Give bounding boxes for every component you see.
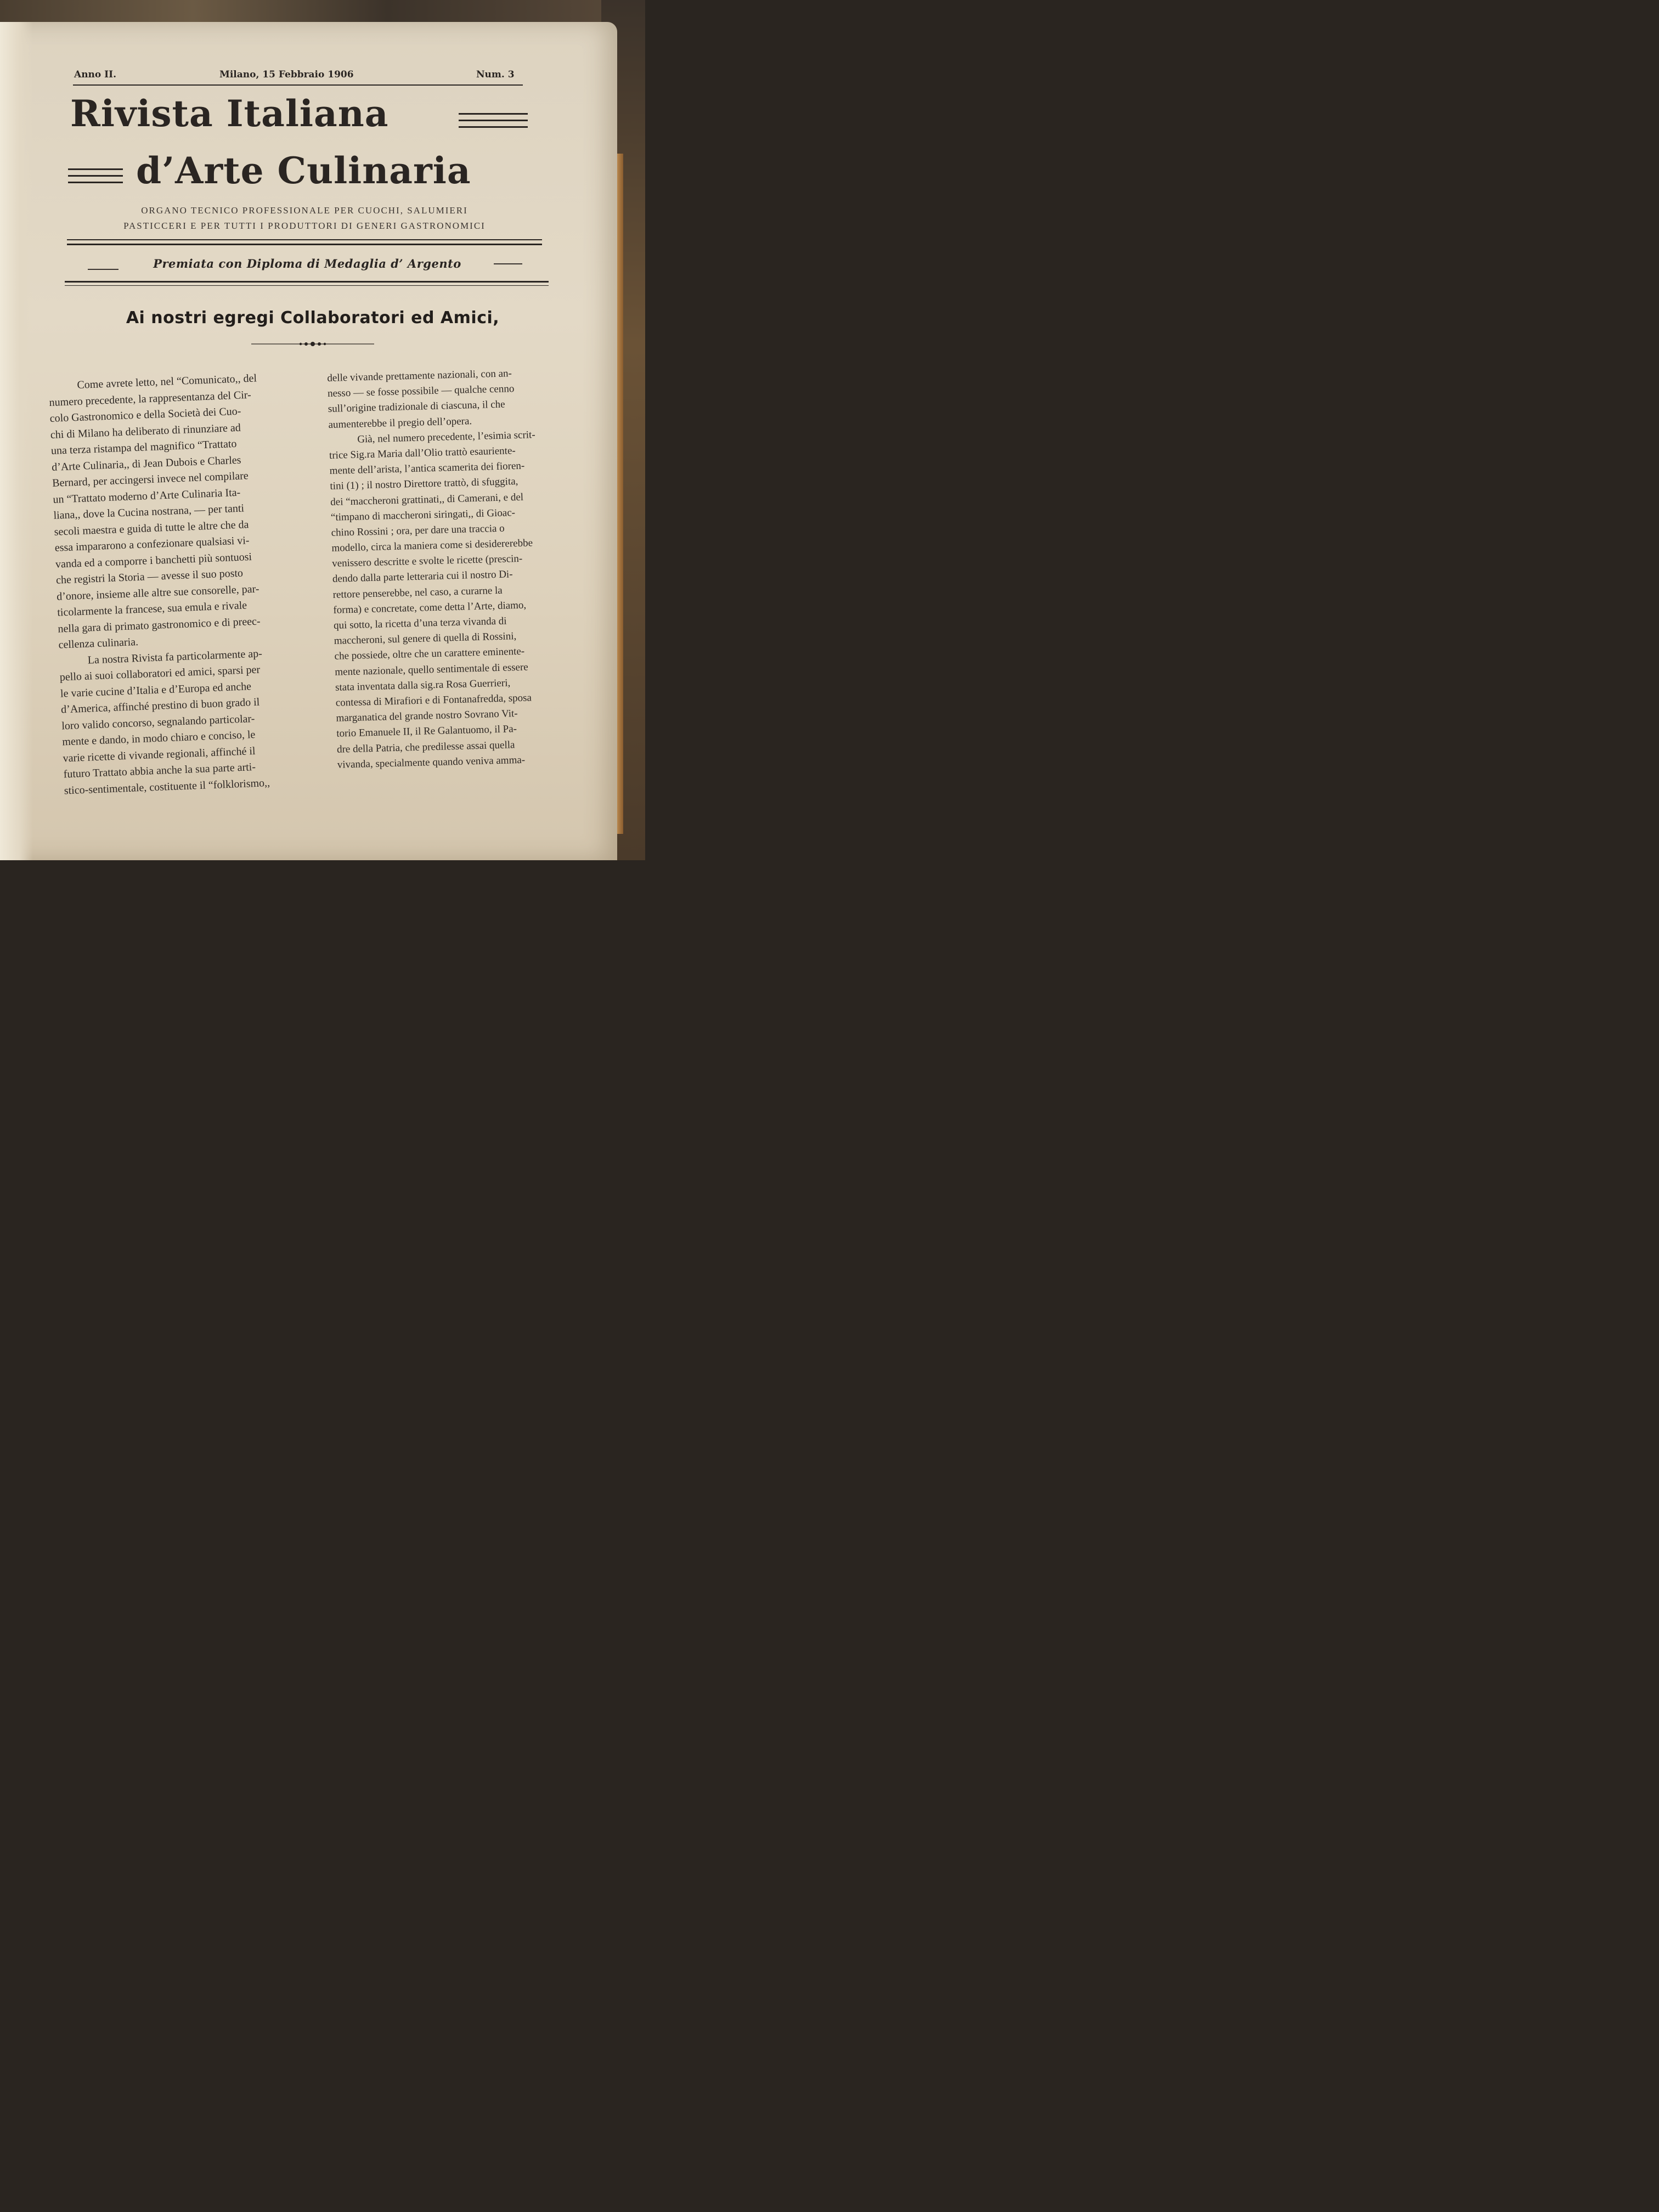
text-line: d’America, affinché prestino di buon grado il	[60, 696, 260, 716]
subtitle-rule-top	[67, 239, 542, 240]
text-line: una terza ristampa del magnifico “Trattato	[50, 437, 237, 457]
title-lines-left	[68, 168, 123, 188]
text-line: rettore penserebbe, nel caso, a curarne la	[332, 584, 503, 601]
text-line: marganatica del grande nostro Sovrano Vit-	[336, 708, 518, 724]
text-line: loro valido concorso, segnalando particolar-	[61, 712, 255, 732]
subtitle-rule-bottom	[67, 244, 542, 245]
article-left-column	[48, 368, 330, 799]
text-line: vanda ed a comporre i banchetti più sontuosi	[55, 550, 252, 571]
header-rule-bottom	[65, 285, 549, 286]
swash-right	[494, 263, 522, 264]
text-line: stico-sentimentale, costituente il “folklorismo,,	[64, 776, 270, 797]
text-line: maccheroni, sul genere di quella di Rossini,	[334, 630, 517, 647]
text-line: “timpano di maccheroni siringati,, di Gioac-	[330, 506, 516, 523]
text-line: liana,, dove la Cucina nostrana, — per tanti	[53, 502, 245, 522]
title-line-1: Rivista Italiana	[70, 92, 389, 135]
title-lines-right	[459, 113, 528, 133]
masthead-num: Num. 3	[476, 69, 515, 80]
text-line: le varie cucine d’Italia e d’Europa ed anche	[60, 680, 252, 700]
text-line: contessa di Mirafiori e di Fontanafredda, sposa	[335, 692, 532, 709]
text-line: Bernard, per accingersi invece nel compilare	[52, 470, 249, 489]
text-line: modello, circa la maniera come si desidererebbe	[331, 537, 533, 554]
text-line: che registri la Storia — avesse il suo posto	[55, 567, 244, 586]
masthead-rule	[73, 84, 523, 86]
text-line: sull’origine tradizionale di ciascuna, il che	[328, 398, 505, 415]
text-line: futuro Trattato abbia anche la sua parte arti-	[63, 761, 256, 781]
ornament-divider	[251, 340, 374, 348]
article-right-column	[327, 364, 584, 772]
text-line: varie ricette di vivande regionali, affinché il	[63, 744, 256, 764]
text-line: chi di Milano ha deliberato di rinunziare ad	[50, 421, 241, 441]
text-line: Già, nel numero precedente, l’esimia scrit-	[357, 428, 535, 445]
masthead-anno: Anno II.	[74, 69, 116, 80]
text-line: vivanda, specialmente quando veniva amma-	[337, 754, 526, 771]
swash-left	[88, 269, 119, 270]
text-line: nesso — se fosse possibile — qualche cenno	[327, 383, 515, 400]
text-line: aumenterebbe il pregio dell’opera.	[328, 415, 472, 431]
text-line: dei “maccheroni grattinati,, di Camerani, e del	[330, 491, 524, 508]
text-line: un “Trattato moderno d’Arte Culinaria Ita-	[53, 486, 241, 506]
text-line: trice Sig.ra Maria dall’Olio trattò esauriente-	[329, 444, 516, 461]
text-line: La nostra Rivista fa particolarmente ap-	[87, 647, 263, 667]
header-rule-top	[65, 281, 549, 283]
text-line: delle vivande prettamente nazionali, con an-	[327, 368, 512, 384]
text-line: forma) e concretate, come detta l’Arte, diamo,	[333, 599, 527, 616]
text-line: ticolarmente la francese, sua emula e rivale	[57, 599, 247, 619]
text-line: tini (1) ; il nostro Direttore trattò, di sfuggita,	[330, 476, 518, 493]
text-line: chino Rossini ; ora, per dare una traccia o	[331, 522, 505, 539]
text-line: che possiede, oltre che un carattere eminente-	[334, 646, 525, 663]
text-line: stata inventata dalla sig.ra Rosa Guerrieri,	[335, 677, 511, 693]
page-curl-shade	[0, 22, 33, 860]
text-line: d’onore, insieme alle altre sue consorelle, par-	[56, 583, 259, 603]
subtitle-line-2: PASTICCERI E PER TUTTI I PRODUTTORI DI GENERI GASTRONOMICI	[123, 221, 486, 231]
text-line: venissero descritte e svolte le ricette (prescin-	[331, 553, 523, 570]
text-line: mente nazionale, quello sentimentale di essere	[335, 661, 528, 678]
text-line: dre della Patria, che predilesse assai quella	[336, 738, 515, 755]
title-line-2: d’Arte Culinaria	[136, 149, 471, 192]
text-line: numero precedente, la rappresentanza del Cir-	[49, 388, 252, 409]
text-line: pello ai suoi collaboratori ed amici, sparsi per	[59, 663, 261, 684]
text-line: mente dell’arista, l’antica scamerita dei fioren-	[329, 460, 525, 477]
text-line: qui sotto, la ricetta d’una terza vivanda di	[333, 615, 507, 631]
masthead-row	[74, 69, 522, 86]
text-line: Come avrete letto, nel “Comunicato,, del	[77, 372, 257, 391]
text-line: mente e dando, in modo chiaro e conciso, le	[62, 729, 256, 748]
subtitle-line-1: ORGANO TECNICO PROFESSIONALE PER CUOCHI, SALUMIERI	[141, 205, 468, 216]
text-line: secoli maestra e guida di tutte le altre che da	[54, 518, 249, 538]
text-line: cellenza culinaria.	[58, 636, 139, 651]
text-line: colo Gastronomico e della Società dei Cuo-	[49, 405, 241, 425]
text-line: nella gara di primato gastronomico e di preec-	[58, 614, 261, 635]
text-line: essa impararono a confezionare qualsiasi vi-	[54, 534, 250, 554]
text-line: torio Emanuele II, il Re Galantuomo, il Pa-	[336, 723, 517, 740]
award-line: Premiata con Diploma di Medaglia d’ Argento	[153, 257, 461, 270]
text-line: dendo dalla parte letteraria cui il nostro Di-	[332, 568, 513, 585]
masthead-date: Milano, 15 Febbraio 1906	[219, 69, 354, 80]
text-line: d’Arte Culinaria,, di Jean Dubois e Charles	[51, 454, 241, 473]
article-heading: Ai nostri egregi Collaboratori ed Amici,	[126, 308, 500, 328]
